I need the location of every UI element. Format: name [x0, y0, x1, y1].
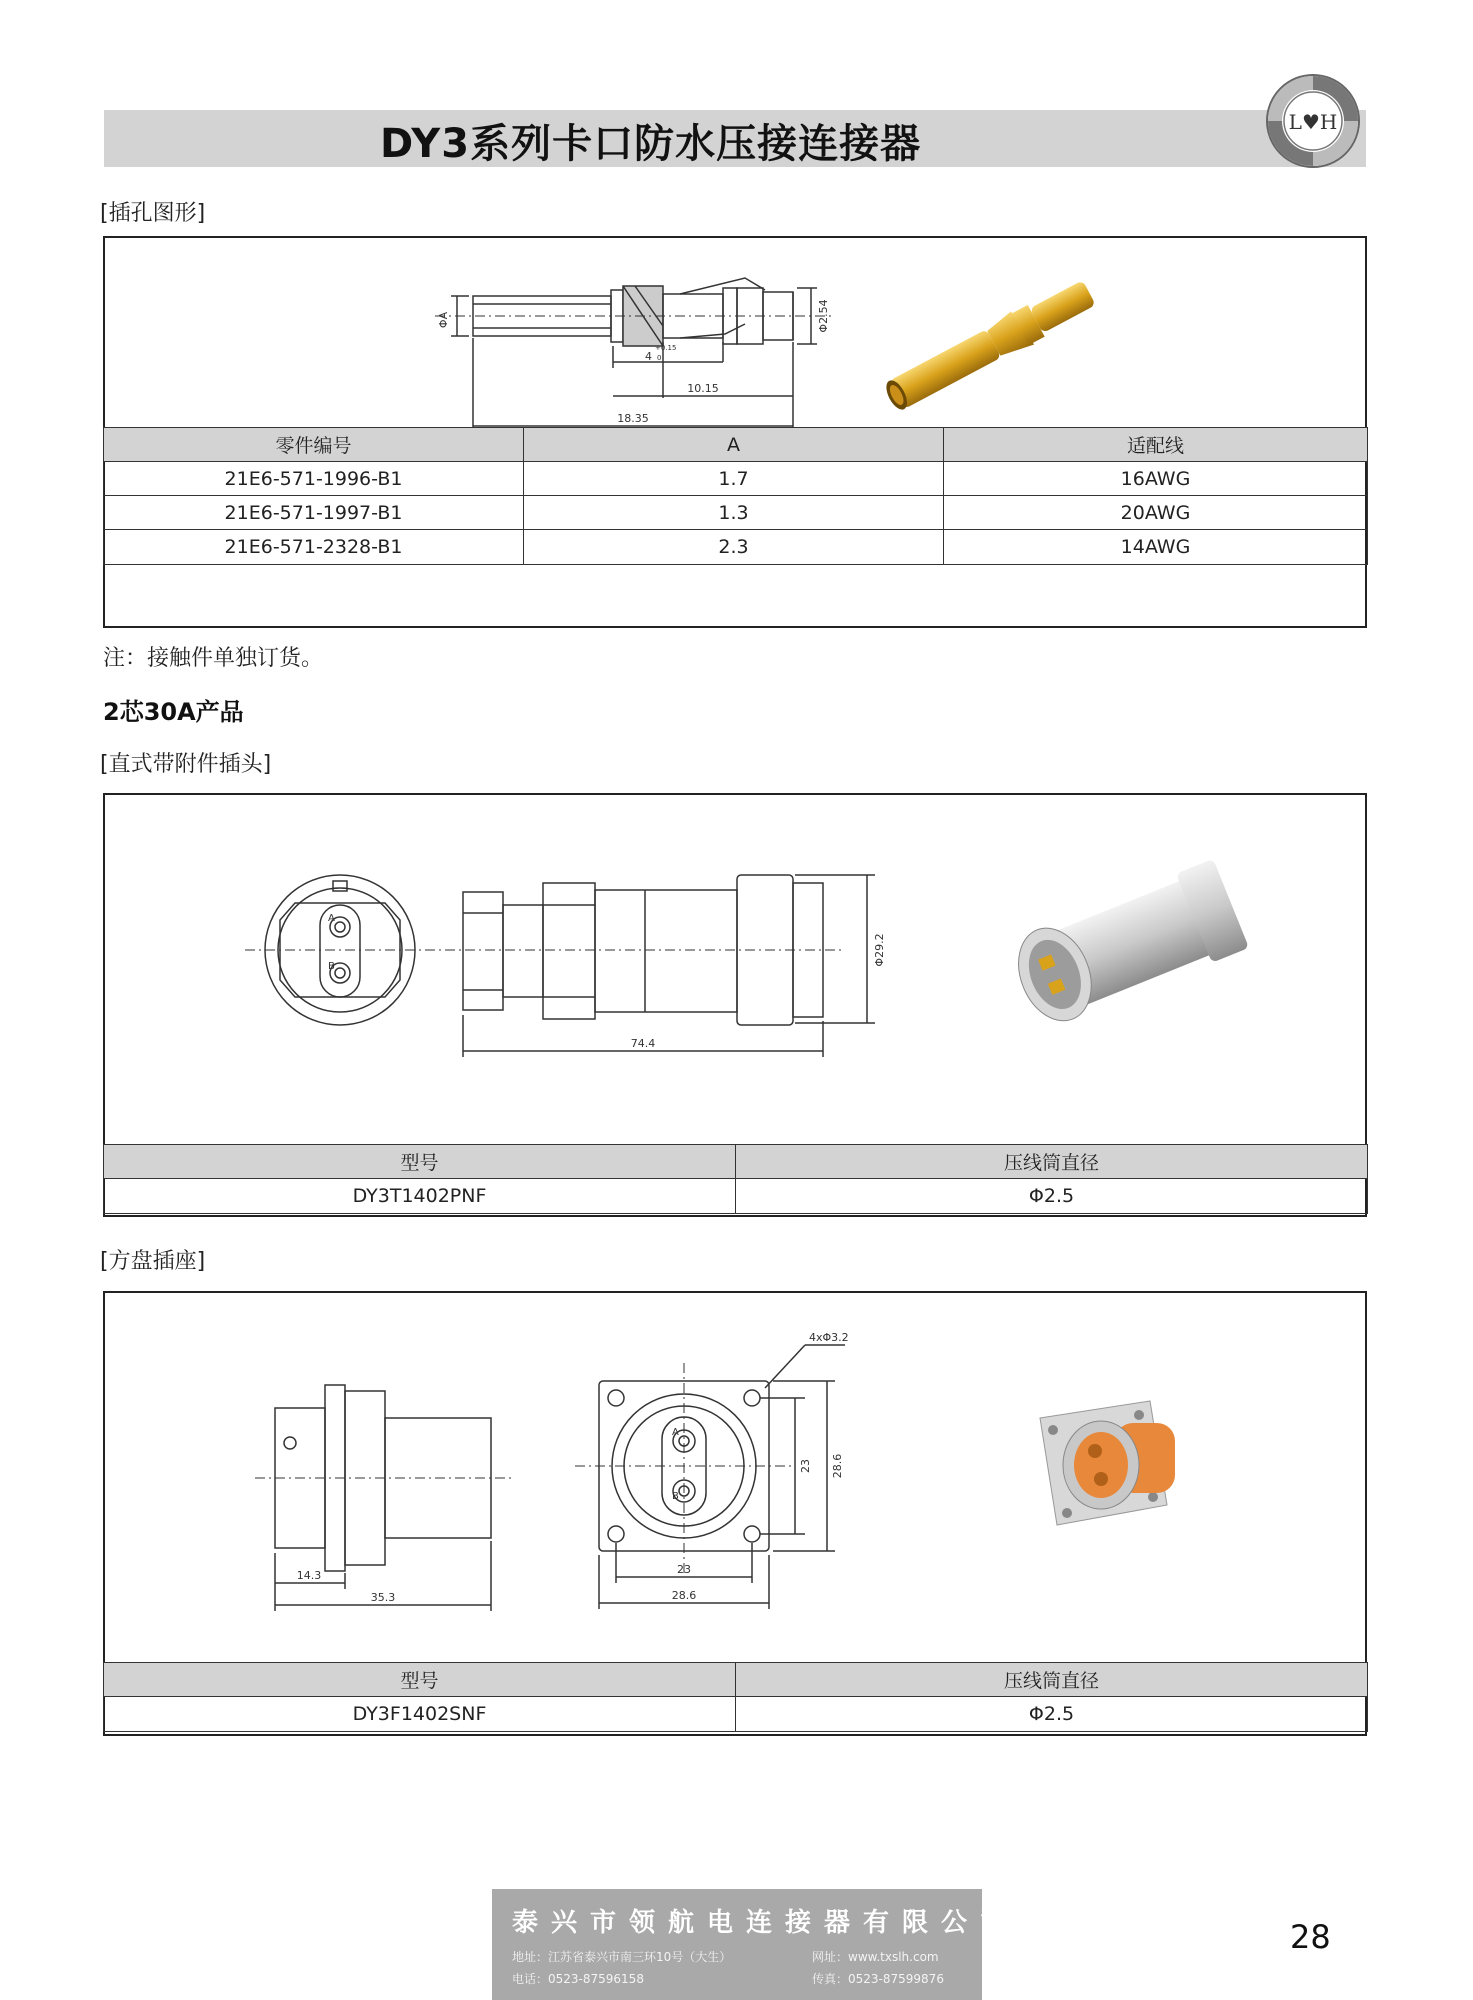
dim-23-horizontal: 23: [677, 1563, 691, 1576]
logo-text: L♥H: [1288, 110, 1338, 134]
page-title: DY3系列卡口防水压接连接器: [380, 121, 922, 167]
cell: Φ2.5: [736, 1697, 1368, 1732]
header-cell: 型号: [104, 1663, 736, 1697]
footer-company-name: 泰兴市领航电连接器有限公司: [512, 1908, 1020, 1938]
footer-fax: 传真：0523-87599876: [812, 1972, 944, 1986]
cell: 21E6-571-2328-B1: [104, 530, 524, 565]
footer-phone: 电话：0523-87596158: [512, 1972, 644, 1986]
table-row: [104, 1697, 1368, 1732]
contact-photo: [880, 275, 1098, 416]
receptacle-photo: [1040, 1401, 1175, 1525]
table-header-row: [104, 1663, 1368, 1697]
table-header-row: [104, 428, 1368, 462]
company-logo: [1264, 72, 1362, 170]
plug-spec-table: [103, 1144, 1368, 1214]
contact-figure-box: [103, 236, 1367, 628]
cell: Φ2.5: [736, 1179, 1368, 1214]
dim-10-15: 10.15: [687, 382, 719, 395]
footer-address: 地址：江苏省泰兴市南三环10号（大生）: [512, 1950, 732, 1964]
pin-b-label: B: [672, 1491, 679, 1502]
cell: 16AWG: [944, 462, 1368, 496]
product-subhead: 2芯30A产品: [103, 698, 244, 726]
cell: 21E6-571-1997-B1: [104, 496, 524, 530]
cell: 1.7: [524, 462, 944, 496]
dim-4x-phi-3-2: 4xΦ3.2: [809, 1331, 849, 1344]
dim-14-3: 14.3: [296, 1569, 322, 1582]
cell: 14AWG: [944, 530, 1368, 565]
dim-23-vertical: 23: [799, 1459, 812, 1473]
header-cell: 压线筒直径: [736, 1145, 1368, 1179]
dim-74-4: 74.4: [630, 1037, 656, 1050]
table-header-row: [104, 1145, 1368, 1179]
pin-a-label: A: [672, 1427, 679, 1438]
header-cell: 零件编号: [104, 428, 524, 462]
dim-tol-zero: 0: [657, 354, 662, 362]
cell: DY3T1402PNF: [104, 1179, 736, 1214]
plug-photo: [1005, 859, 1249, 1032]
pin-a-label: A: [328, 913, 335, 924]
header-cell: 适配线: [944, 428, 1368, 462]
cell: 2.3: [524, 530, 944, 565]
contact-spec-table: [103, 427, 1368, 565]
receptacle-figure-box: [103, 1291, 1367, 1736]
dim-18-35: 18.35: [617, 412, 649, 425]
dim-phi-a: ΦA: [437, 311, 450, 329]
footer-website: 网址：www.txslh.com: [812, 1950, 939, 1964]
dim-phi-2-54: Φ2.54: [817, 299, 830, 333]
section-label-square-flange: [方盘插座]: [100, 1249, 206, 1274]
table-row: [104, 1179, 1368, 1214]
header-cell: 压线筒直径: [736, 1663, 1368, 1697]
table-row: [104, 530, 1368, 565]
cell: 21E6-571-1996-B1: [104, 462, 524, 496]
section-label-socket-contact: [插孔图形]: [100, 201, 206, 226]
table-row: [104, 496, 1368, 530]
cell: 1.3: [524, 496, 944, 530]
dim-35-3: 35.3: [370, 1591, 396, 1604]
plug-figure-box: [103, 793, 1367, 1217]
dim-4: 4: [645, 350, 652, 363]
header-cell: 型号: [104, 1145, 736, 1179]
cell: 20AWG: [944, 496, 1368, 530]
dim-28-6-horizontal: 28.6: [671, 1589, 697, 1602]
cell: DY3F1402SNF: [104, 1697, 736, 1732]
header-cell: A: [524, 428, 944, 462]
dim-tol-plus: +0.15: [655, 344, 677, 352]
receptacle-spec-table: [103, 1662, 1368, 1732]
dim-28-6-vertical: 28.6: [831, 1453, 844, 1479]
order-note: 注：接触件单独订货。: [103, 646, 324, 671]
pin-b-label: B: [328, 961, 335, 972]
table-row: [104, 462, 1368, 496]
dim-phi-29-2: Φ29.2: [873, 933, 886, 967]
section-label-straight-plug: [直式带附件插头]: [100, 752, 272, 777]
page-number: 28: [1290, 1918, 1331, 1956]
